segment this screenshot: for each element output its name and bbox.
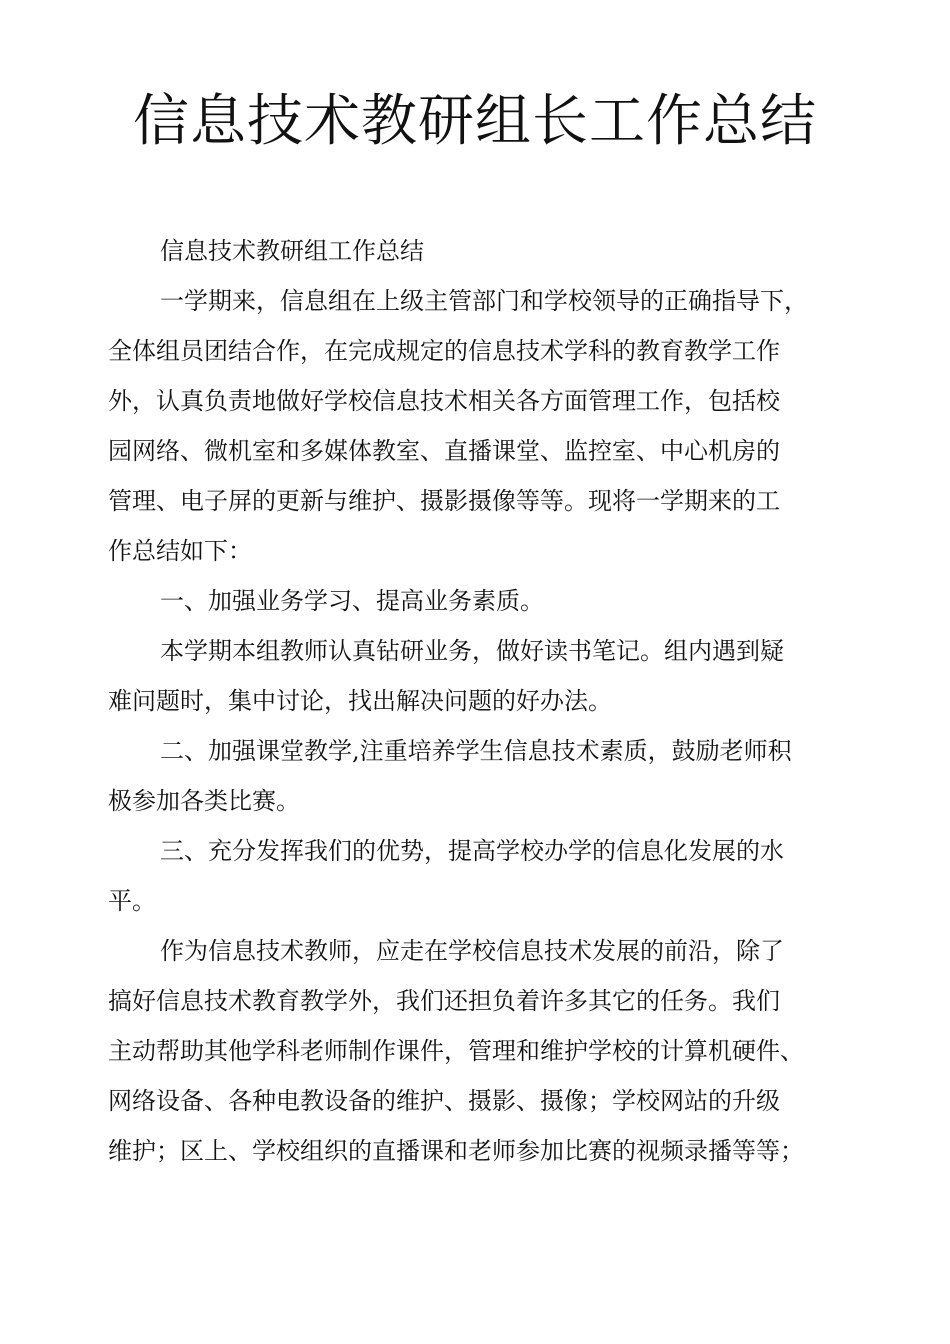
text-line: 极参加各类比赛。: [108, 787, 300, 815]
text-line: 网络设备、各种电教设备的维护、摄影、摄像；学校网站的升级: [108, 1087, 780, 1115]
text-line: 一学期来，信息组在上级主管部门和学校领导的正确指导下，: [160, 287, 808, 315]
text-line: 一、加强业务学习、提高业务素质。: [160, 587, 544, 615]
paragraph-heading-3: [108, 826, 868, 926]
text-line: 平。: [108, 887, 156, 915]
text-line: 维护；区上、学校组织的直播课和老师参加比赛的视频录播等等；: [108, 1137, 804, 1165]
paragraph-intro: [108, 276, 868, 576]
paragraph-heading-2: [108, 726, 868, 826]
text-line: 信息技术教研组工作总结: [160, 237, 424, 265]
text-line: 搞好信息技术教育教学外，我们还担负着许多其它的任务。我们: [108, 987, 780, 1015]
text-line: 管理、电子屏的更新与维护、摄影摄像等等。现将一学期来的工: [108, 487, 780, 515]
text-line: 三、充分发挥我们的优势，提高学校办学的信息化发展的水: [160, 837, 784, 865]
text-line: 主动帮助其他学科老师制作课件，管理和维护学校的计算机硬件、: [108, 1037, 804, 1065]
text-line: 外，认真负责地做好学校信息技术相关各方面管理工作，包括校: [108, 387, 780, 415]
text-line: 全体组员团结合作，在完成规定的信息技术学科的教育教学工作: [108, 337, 780, 365]
document-body: [108, 226, 868, 1176]
paragraph-tasks: [108, 926, 868, 1176]
text-line: 二、加强课堂教学,注重培养学生信息技术素质，鼓励老师积: [160, 737, 792, 765]
text-line: 作为信息技术教师，应走在学校信息技术发展的前沿，除了: [160, 937, 784, 965]
document-title: 信息技术教研组长工作总结: [133, 89, 817, 154]
paragraph-subtitle: [108, 226, 868, 276]
paragraph-study: [108, 626, 868, 726]
paragraph-heading-1: [108, 576, 868, 626]
text-line: 作总结如下：: [108, 537, 252, 565]
text-line: 园网络、微机室和多媒体教室、直播课堂、监控室、中心机房的: [108, 437, 780, 465]
text-line: 难问题时，集中讨论，找出解决问题的好办法。: [108, 687, 612, 715]
text-line: 本学期本组教师认真钻研业务，做好读书笔记。组内遇到疑: [160, 637, 784, 665]
